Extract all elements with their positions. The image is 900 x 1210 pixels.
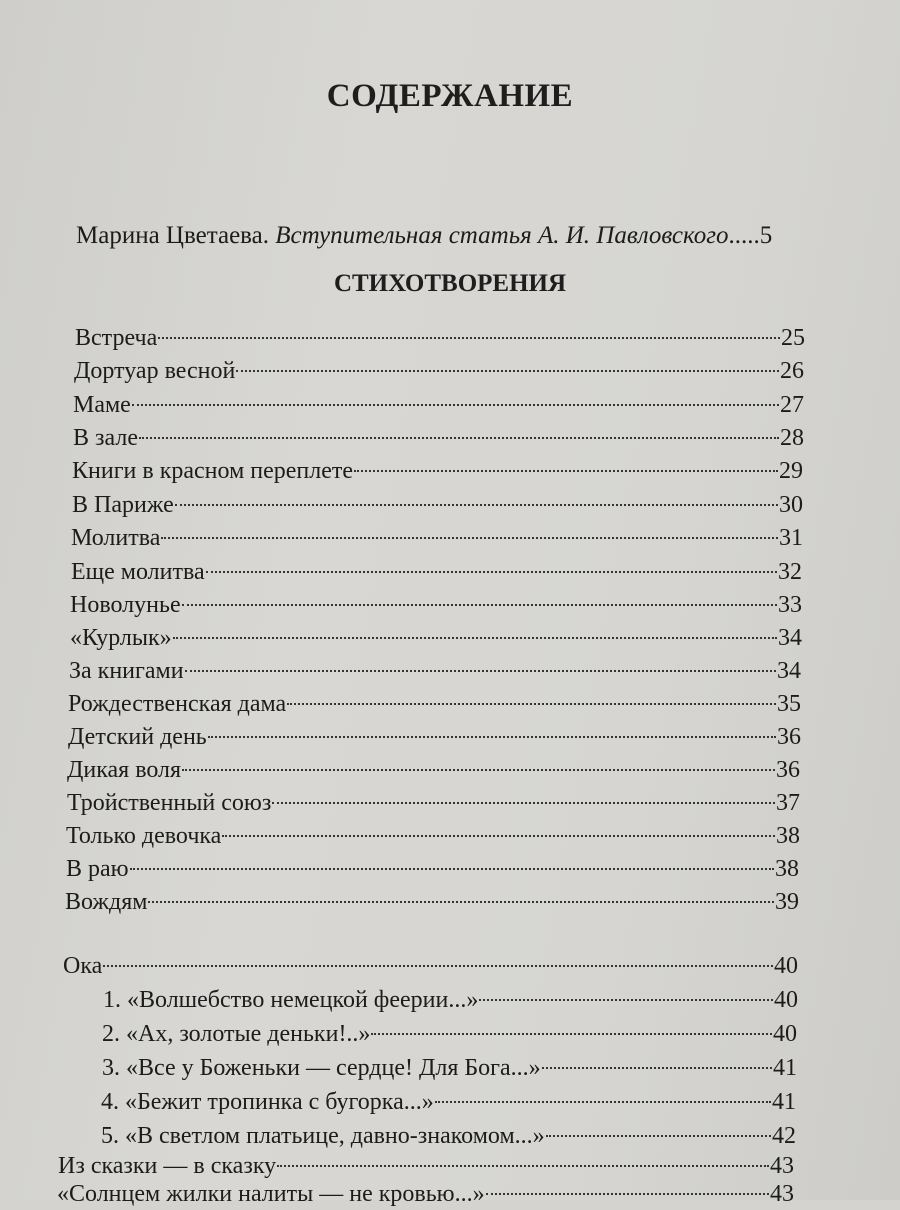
toc-entry: Ока 40 [63,953,798,979]
toc-entry: Дикая воля 36 [67,757,800,783]
intro-entry [76,222,816,250]
toc-entry: Маме 27 [73,392,804,418]
toc-entry: Детский день 36 [68,724,801,750]
toc-subentry: 4. «Бежит тропинка с бугорка...» 41 [101,1089,796,1115]
toc-entry: В раю 38 [66,856,799,882]
toc-entry: Молитва 31 [71,525,803,551]
toc-entry: Еще молитва 32 [71,559,802,585]
intro-page: 5 [759,222,773,249]
toc-subentry: 3. «Все у Боженьки — сердце! Для Бога...» 41 [102,1055,797,1081]
toc-entry: «Курлык» 34 [70,625,802,651]
toc-entry: Книги в красном переплете 29 [72,458,803,484]
section-title: СТИХОТВОРЕНИЯ [333,270,567,297]
toc-entry-cut: «Солнцем жилки налиты — не кровью...» 43 [57,1181,794,1207]
intro-author: Марина Цветаева. [76,222,269,249]
toc-entry: Вождям 39 [65,889,799,915]
toc-entry: Дортуар весной 26 [74,358,804,384]
page-title: СОДЕРЖАНИЕ [326,78,574,114]
toc-entry: Рождественская дама 35 [68,691,801,717]
toc-entry: Тройственный союз 37 [67,790,800,816]
toc-entry: В зале 28 [73,425,804,451]
intro-leader: ..... [728,222,760,249]
toc-entry: Из сказки — в сказку 43 [58,1153,794,1179]
toc-entry: Новолунье 33 [70,592,802,618]
toc-entry: В Париже 30 [72,492,803,518]
toc-subentry: 2. «Ах, золотые деньки!..» 40 [102,1021,797,1047]
toc-subentry: 5. «В светлом платьице, давно-знакомом...» 42 [101,1123,796,1149]
toc-entry: Встреча 25 [75,325,805,351]
intro-article: Вступительная статья А. И. Павловского [275,222,729,249]
toc-entry: За книгами 34 [69,658,801,684]
toc-subentry: 1. «Волшебство немецкой феерии...» 40 [103,987,798,1013]
toc-entry: Только девочка 38 [66,823,800,849]
